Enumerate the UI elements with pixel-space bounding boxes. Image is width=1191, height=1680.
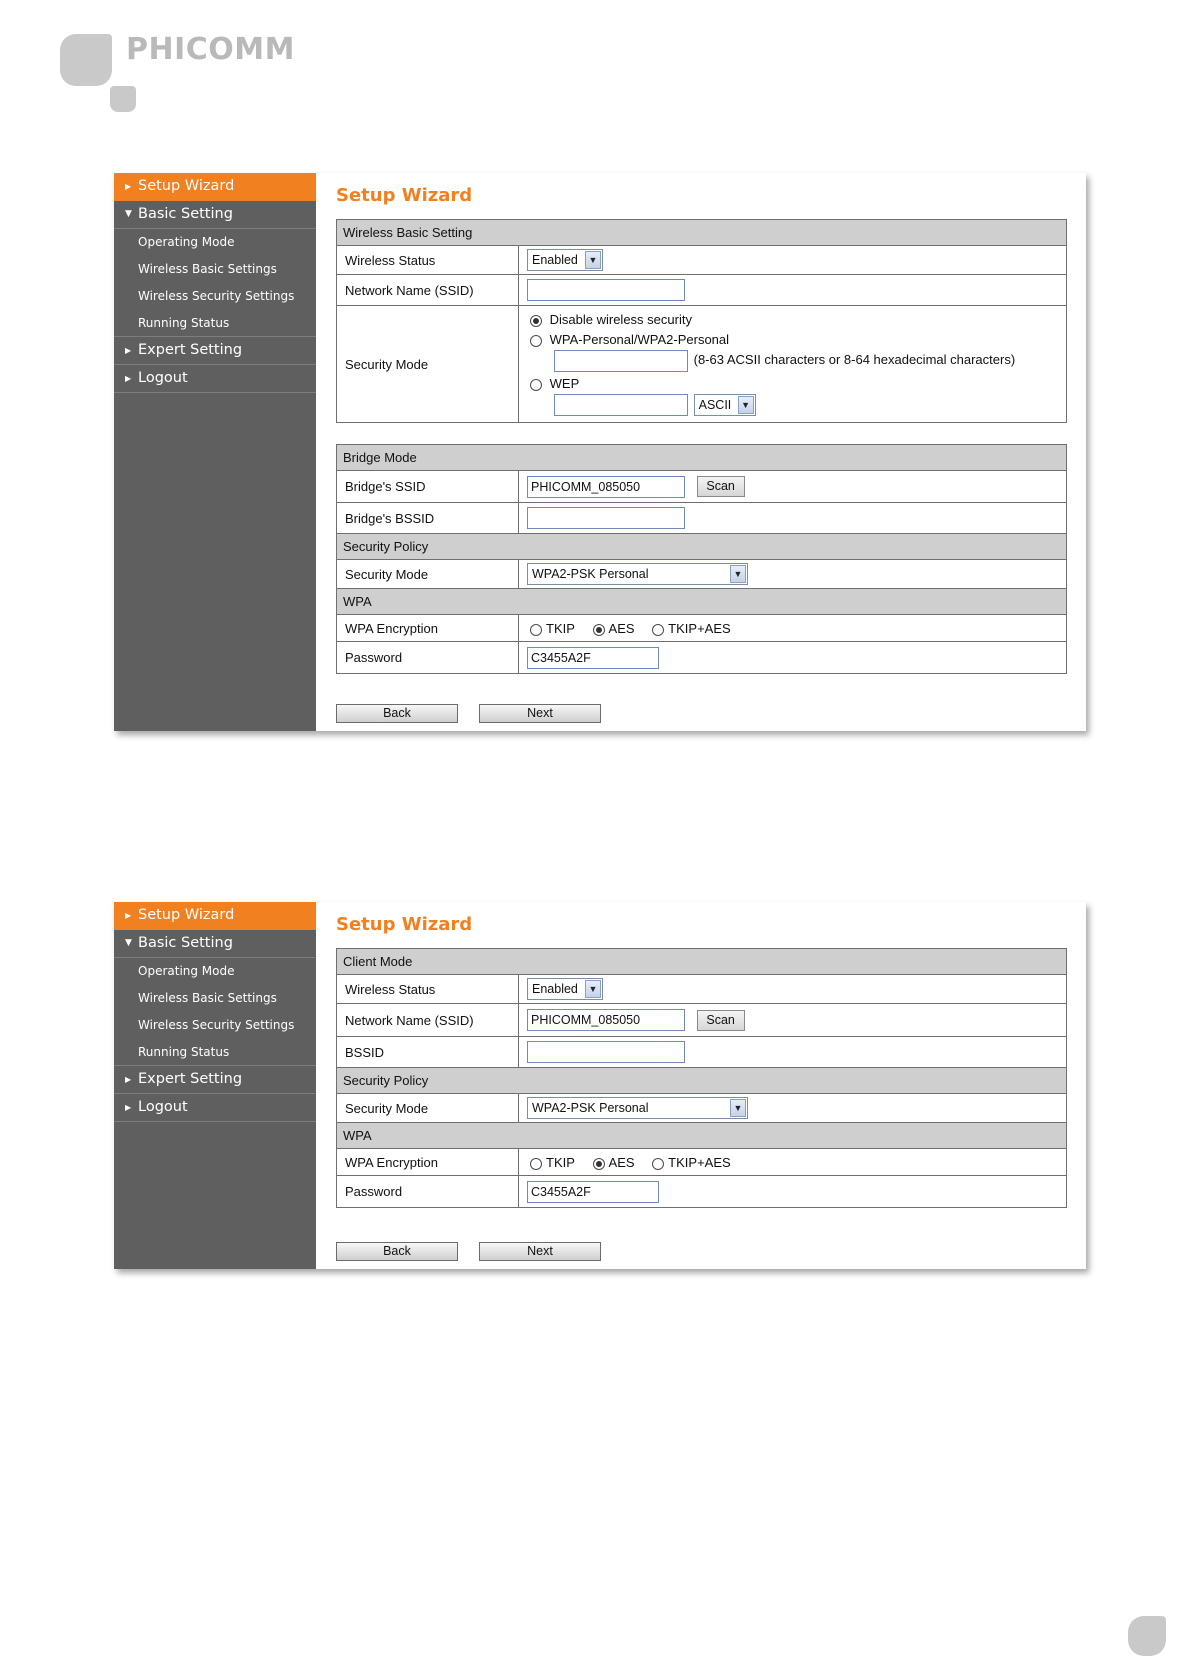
sidebar-subitem-wireless-security-settings[interactable]: Wireless Security Settings [138, 289, 295, 303]
field-label: Network Name (SSID) [337, 1004, 519, 1037]
radio-label: AES [608, 621, 635, 637]
phicomm-logo [60, 32, 320, 112]
radio-row-disable[interactable] [530, 310, 1066, 330]
section-header: WPA [337, 589, 1067, 615]
chevron-down-icon: ▼ [585, 251, 601, 269]
caret-right-icon: ▶ [125, 911, 132, 920]
radio-tkip-aes[interactable] [652, 624, 664, 636]
radio-label: WPA-Personal/WPA2-Personal [549, 332, 730, 347]
caret-right-icon: ▶ [125, 374, 132, 383]
radio-disable-security[interactable] [530, 315, 542, 327]
radio-wpa-personal[interactable] [530, 335, 542, 347]
radio-label: Disable wireless security [549, 312, 692, 327]
sidebar-item-logout[interactable] [114, 365, 316, 393]
wpa-key-input[interactable] [554, 350, 688, 372]
security-mode-select[interactable] [527, 1097, 748, 1119]
chevron-down-icon: ▼ [730, 1099, 746, 1117]
page-title: Setup Wizard [336, 914, 473, 935]
page-title: Setup Wizard [336, 185, 473, 206]
radio-option-tkip-aes[interactable] [652, 1155, 731, 1170]
radio-option-tkip-aes[interactable] [652, 621, 731, 636]
wireless-status-select[interactable] [527, 978, 603, 1000]
wireless-basic-table [336, 219, 1067, 423]
bssid-input[interactable] [527, 1041, 685, 1063]
sidebar-item-basic-setting[interactable] [114, 930, 316, 958]
radio-label: TKIP+AES [668, 1155, 731, 1171]
radio-label: AES [608, 1155, 635, 1171]
sidebar-item-label: Basic Setting [138, 206, 233, 222]
field-label: Password [337, 1176, 519, 1208]
radio-tkip-aes[interactable] [652, 1158, 664, 1170]
caret-right-icon: ▶ [125, 1075, 132, 1084]
field-label: Network Name (SSID) [337, 275, 519, 306]
sidebar-nav [114, 173, 316, 731]
field-label: WPA Encryption [337, 1149, 519, 1176]
select-value: WPA2-PSK Personal [532, 1101, 649, 1115]
radio-aes[interactable] [593, 624, 605, 636]
field-label: Security Mode [337, 1094, 519, 1123]
radio-label: TKIP+AES [668, 621, 731, 637]
logo-mark-small [110, 86, 136, 112]
select-value: WPA2-PSK Personal [532, 567, 649, 581]
page-corner-tab [1128, 1616, 1166, 1656]
sidebar-item-label: Expert Setting [138, 1071, 243, 1087]
chevron-down-icon: ▼ [730, 565, 746, 583]
scan-button[interactable]: Scan [697, 476, 745, 497]
sidebar-item-setup-wizard[interactable] [114, 173, 316, 201]
caret-right-icon: ▶ [125, 346, 132, 355]
field-label: Security Mode [337, 306, 519, 423]
sidebar-item-label: Logout [138, 1099, 188, 1115]
select-value: Enabled [532, 253, 578, 267]
sidebar-item-setup-wizard[interactable] [114, 902, 316, 930]
section-header: Bridge Mode [337, 445, 1067, 471]
field-label: Wireless Status [337, 975, 519, 1004]
password-input[interactable]: C3455A2F [527, 1181, 659, 1203]
sidebar-subitem-wireless-basic-settings[interactable]: Wireless Basic Settings [138, 262, 277, 276]
ssid-input[interactable] [527, 279, 685, 301]
sidebar-item-label: Setup Wizard [138, 907, 235, 923]
sidebar-item-label: Logout [138, 370, 188, 386]
sidebar-item-expert-setting[interactable] [114, 337, 316, 365]
caret-down-icon: ▼ [125, 209, 132, 219]
sidebar-subitem-running-status[interactable]: Running Status [114, 1039, 316, 1066]
radio-tkip[interactable] [530, 624, 542, 636]
sidebar-item-label: Basic Setting [138, 935, 233, 951]
setup-wizard-panel-client [114, 902, 1086, 1269]
main-content [316, 902, 1086, 1269]
section-header: Security Policy [337, 534, 1067, 560]
sidebar-subitem-wireless-basic-settings[interactable]: Wireless Basic Settings [138, 991, 277, 1005]
sidebar-item-expert-setting[interactable] [114, 1066, 316, 1094]
caret-right-icon: ▶ [125, 182, 132, 191]
ssid-input[interactable]: PHICOMM_085050 [527, 1009, 685, 1031]
radio-option-tkip[interactable] [530, 1155, 575, 1170]
section-header: Client Mode [337, 949, 1067, 975]
sidebar-subitem-running-status[interactable]: Running Status [114, 310, 316, 337]
sidebar-nav [114, 902, 316, 1269]
section-header: Security Policy [337, 1068, 1067, 1094]
field-label: Password [337, 642, 519, 674]
scan-button[interactable]: Scan [697, 1010, 745, 1031]
sidebar-subitem-operating-mode[interactable]: Operating Mode [138, 964, 235, 978]
wpa-key-hint: (8-63 ACSII characters or 8-64 hexadecimal characters) [693, 352, 1016, 368]
field-label: WPA Encryption [337, 615, 519, 642]
radio-option-aes[interactable] [593, 1155, 635, 1170]
field-label: Bridge's BSSID [337, 503, 519, 534]
radio-aes[interactable] [593, 1158, 605, 1170]
select-value: ASCII [698, 398, 732, 412]
chevron-down-icon: ▼ [585, 980, 601, 998]
client-mode-table [336, 948, 1067, 1208]
radio-tkip[interactable] [530, 1158, 542, 1170]
radio-label: TKIP [546, 1155, 575, 1171]
radio-row-wep[interactable] [530, 374, 1066, 394]
logo-mark-large [60, 34, 112, 86]
logo-wordmark: PHICOMM [126, 32, 295, 67]
wep-format-select[interactable] [694, 394, 756, 416]
bridge-ssid-input[interactable]: PHICOMM_085050 [527, 476, 685, 498]
field-label: Security Mode [337, 560, 519, 589]
bridge-bssid-input[interactable] [527, 507, 685, 529]
caret-right-icon: ▶ [125, 1103, 132, 1112]
select-value: Enabled [532, 982, 578, 996]
field-label: BSSID [337, 1037, 519, 1068]
sidebar-item-label: Expert Setting [138, 342, 243, 358]
setup-wizard-panel-bridge [114, 173, 1086, 731]
radio-option-aes[interactable] [593, 621, 635, 636]
back-button[interactable]: Back [336, 1242, 458, 1261]
radio-label: WEP [549, 376, 580, 391]
caret-down-icon: ▼ [125, 938, 132, 948]
sidebar-subitem-operating-mode[interactable]: Operating Mode [138, 235, 235, 249]
sidebar-item-logout[interactable] [114, 1094, 316, 1122]
radio-option-tkip[interactable] [530, 621, 575, 636]
next-button[interactable]: Next [479, 1242, 601, 1261]
radio-label: TKIP [546, 621, 575, 637]
back-button[interactable]: Back [336, 704, 458, 723]
password-input[interactable]: C3455A2F [527, 647, 659, 669]
radio-wep[interactable] [530, 379, 542, 391]
field-label: Wireless Status [337, 246, 519, 275]
main-content [316, 173, 1086, 731]
security-mode-select[interactable] [527, 563, 748, 585]
section-header: WPA [337, 1123, 1067, 1149]
next-button[interactable]: Next [479, 704, 601, 723]
sidebar-item-label: Setup Wizard [138, 178, 235, 194]
wep-key-input[interactable] [554, 394, 688, 416]
bridge-mode-table [336, 444, 1067, 674]
field-label: Bridge's SSID [337, 471, 519, 503]
wireless-status-select[interactable] [527, 249, 603, 271]
section-header: Wireless Basic Setting [337, 220, 1067, 246]
radio-row-wpa[interactable] [530, 330, 1066, 350]
sidebar-item-basic-setting[interactable] [114, 201, 316, 229]
sidebar-subitem-wireless-security-settings[interactable]: Wireless Security Settings [138, 1018, 295, 1032]
chevron-down-icon: ▼ [738, 396, 754, 414]
